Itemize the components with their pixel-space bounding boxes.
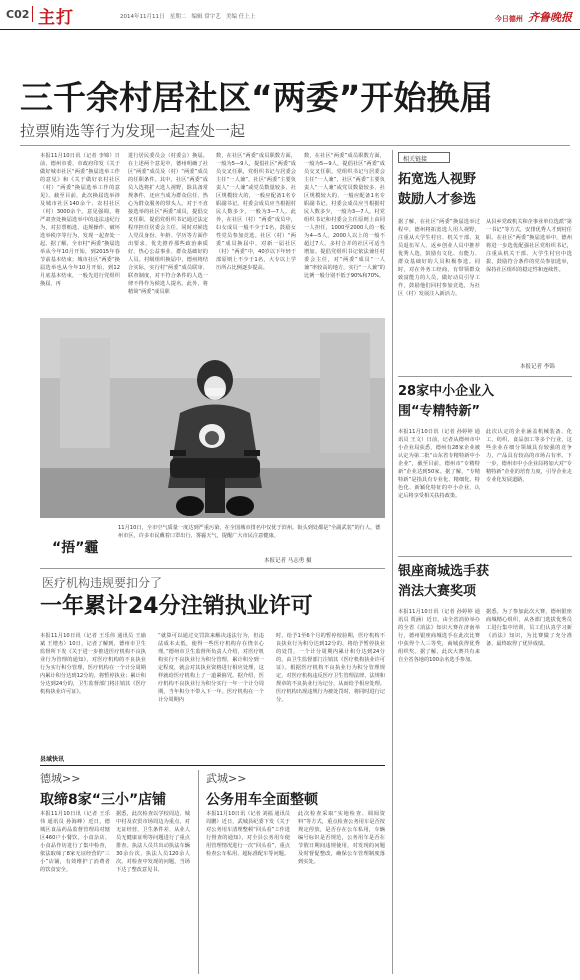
designer-credit: 美编 任上上 [226, 14, 256, 20]
sidebar-story3-column-2: 据悉，为了参加此次大赛，德州银座商城精心组织，从各部门选拔优秀员工进行集中培训，员工们认真学习新《消法》知识，为比赛做了充分准备，最终取得了优异成绩。 [486, 609, 572, 647]
sidebar-label: 相关链接 [403, 156, 428, 163]
sidebar-blank-space [398, 720, 572, 974]
county-right-headline: 公务用车全面整顿 [206, 792, 318, 808]
section-title: 主打 [38, 8, 74, 28]
county-divider [198, 770, 199, 974]
sidebar-story1-column-1: 据了解，在社区“两委”换届选举过程中，德州将拓宽选人用人视野，注重从大学生村官、机关干部、复员退伍军人、返乡创业人员中推荐优秀人选，鼓励有文化、有能力、群众基础好的人员积极参选。同时，对在外务工经商、有带领群众致富能力的人员，做好动员引导工作，鼓励他们回村参加竞选，为社区（村）发展注入新活力。 [398, 219, 480, 297]
lead-headline: 三千余村居社区“两委”开始换届 [20, 78, 493, 117]
county-left-place: 德城>> [40, 772, 81, 785]
sidebar-label-box [398, 152, 450, 163]
medical-column-2: “就算可以通过交罚款来解决违法行为，但违法成本太低，使得一些医疗机构存在侥幸心理。”德州市卫生监督所负责人介绍，对医疗机构实行不良执业行为积分管理，累计积分到一定程度，就会对其执业资格进行相应处理，这样就给医疗机构上了一道紧箍咒。据介绍，医疗机构不良执业行为积分实行一年一个计分周期，当年积分不带入下一年。医疗机构在一个计分周期内 [158, 633, 264, 703]
county-label: 县域快讯 [40, 756, 65, 763]
brand-logo [495, 6, 572, 25]
sidebar-story2-headline: 28家中小企业入围“专精特新” [398, 384, 495, 419]
medical-column-3: 时，给予1至6个月的暂停校验期，医疗机构不良执业行为积分达到12分的，将给予暂停执业的处罚，一个计分周期内累计积分达到24分的，由卫生监督部门注销其《医疗机构执业许可证》。根据医疗机构不良执业行为积分管理规定，对医疗机构违反医疗卫生管理法律、法规和规章的不良执业行为记分，从而给予相应处理。医疗机构出现违规行为被处罚时，将同时进行记分。 [276, 633, 385, 703]
page-number: C02 [6, 8, 30, 21]
lead-subheadline: 拉票贿选等行为发现一起查处一起 [20, 122, 246, 140]
lead-column-2: 进行居民委员会（村委会）换届。在上述两个意见中，德州明确了社区“两委”成员及（村）“两委”成员的任职条件。其中，社区“两委”成员人选将扩大选人视野，除具备常规条件，还应当成为群众信任、热心为群众服务的带头人。对于不直接选举的社区“两委”成员，提倡交叉任职，提倡党组织书记通过法定程序担任居委会主任，同时对候选人党员身份、年龄、学历等方面作出要求，优先推荐那些政治素质好、热心公益事业、群众基础好的人员。村级组织换届中，德州将结合实际，实行村“两委”成员联审、联查制度，对不符合条件的人选一律不得作为候选人提名。此外，将精简“两委”成员职 [128, 153, 208, 295]
lead-divider [20, 145, 570, 146]
sidebar-story2-column-1: 本报11月10日讯（记者 孙婷婷 通讯员 王文）日前，记者从德州市中小企业局获悉，德州有28家企业被认定为第二批“山东省专精特新中小企业”，截至目前，德州市“专精特新”企业达到50家。据了解，“专精特新”是指具有专业化、精细化、特色化、新颖化特征的中小企业，认定后将享受相关扶持政策。 [398, 429, 480, 499]
county-section-bar [40, 754, 385, 766]
issue-weekday: 星期二 [169, 14, 187, 20]
editor-credit: 编辑 常宇艺 [191, 14, 221, 20]
photo-illustration [40, 318, 385, 518]
county-rule [40, 765, 385, 766]
county-right-place: 武城>> [206, 772, 247, 785]
brand-name: 齐鲁晚报 [528, 11, 572, 24]
sidebar-story3-headline: 银座商城选手获消法大赛奖项 [398, 564, 490, 599]
news-photo [40, 318, 385, 518]
photo-caption [118, 524, 385, 540]
medical-column-1: 本报11月10日讯（记者 王乐伟 通讯员 王瑜斌 王增杰）10日，记者了解到，德州市卫生监督所下发《关于进一步推进医疗机构不良执业行为管理的通知》，对医疗机构的不良执业行为实行积分管理，医疗机构在一个计分周期内累计积分达到12分的，将暂停执业；累计积分达到24分的，卫生监督部门将注销其《医疗机构执业许可证》。 [40, 633, 146, 695]
county-right-column-1: 本报11月10日讯（记者 刘福 通讯员 周鹏）近日，武城县纪委下发《关于对公务用车清理整顿“回头看”工作进行督查的通知》，对全县公务用车使用管理情况进行一次“回头看”，重点检查公车私用、超标准配车等问题。 [206, 811, 290, 857]
photo-credit: 本报记者 马志勇 摄 [264, 558, 312, 564]
sidebar-story1-headline: 拓宽选人视野 鼓励人才参选 [398, 172, 477, 207]
photo-tag: “捂”霾 [52, 540, 99, 556]
medical-kicker: 医疗机构违规要扣分了 [42, 576, 163, 590]
brand-prefix: 今日德州 [494, 15, 523, 23]
medical-headline: 一年累计24分注销执业许可 [40, 594, 313, 619]
page-header [0, 0, 580, 34]
photo-caption-text: 11月10日，全市空气质量一度达到严重污染，在全国城市排名中仅优于滨州。街头到处都是“全副武装”的行人。德州市区，许多市民戴着口罩出行，雾霾天气，提醒广大市民注意健康。 [118, 525, 381, 539]
sidebar-story2-column-2: 此次认定的企业涵盖机械装备、化工、纺织、食品加工等多个行业，这些企业在细分领域具有较强的竞争力，产品具有较高的市场占有率。下一步，德州市中小企业局将加大对“专精特新”企业的培育力度，引导企业走专业化发展道路。 [486, 429, 572, 483]
medical-body [40, 632, 385, 750]
sidebar-story1-column-2: 从县乡党政机关和企事业单位选派“第一书记”等方式，安排优秀人才到村任职。在社区“两委”换届选举中，德州将进一步选优配强社区党组织书记，注重从机关干部、大学生村官中选拔，鼓励符合条件的党员参加选举，保持社区组织的稳定性和连续性。 [486, 219, 572, 273]
issue-date: 2014年11月11日 [120, 14, 165, 20]
sidebar-divider [392, 150, 393, 974]
county-left-column-2: 据悉，此次检查以学校周边、城中村及农贸市场周边为重点，对无证经营、卫生条件差、从业人员无健康证明等问题进行了重点排查。执法人员共出动执法车辆30余台次，执法人员120余人次，对检查中发现的问题，当场下达了整改意见书。 [116, 811, 190, 873]
header-rule [0, 29, 580, 30]
lead-body [40, 152, 385, 310]
sidebar-rule-1 [398, 376, 572, 377]
lead-column-4: 数，在社区“两委”成员职数方面，一般为5—9人，提倡社区“两委”成员交叉任职，党组织书记与居委会主任“一人兼”，社区“两委”主要负责人“一人兼”或党员数量较多、社区规模较大的，一般应配备1名专职副书记。村委会成员应当根据村民人数多少，一般为3—7人，村党组织书记和村委会主任原则上由同一人担任，1000至2000人的一般为4—5人，2000人以上的一般不超过7人。多村合并的社区可适当增加。提倡党组织书记依法兼任村委会主任，对“两委”成员“一人兼”率较高的地方，实行“一人兼”的比例一般分别不低于90%和70%。 [304, 153, 385, 279]
lead-column-1: 本报11月10日讯（记者 李锦）日前，德州市委、市政府印发《关于做好城市社区“两委”换届选举工作的意见》和《关于做好农村社区（村）“两委”换届选举工作的意见》。截至目前，此次换届选举涉及城市社区140余个、农村社区（村）3000余个。意见强调，将严肃查处换届选举中的违法违纪行为，对拉票贿选、违规操作、破坏选举秩序等行为，发现一起查处一起。据了解，全市村“两委”换届选举从今年10月开始，到2015年春节前基本结束；城市社区“两委”换届选举也从今年10月开始，到12月底基本结束，一般先进行党组织换届，再 [40, 153, 120, 287]
county-right-column-2: 此次检查采取“实地检查、调阅资料”等方式，重点检查公务用车是否按规定停放，是否存在公车私用，车辆编号标识是否规范，公务用车是否在节假日期间违规使用，对发现的问题及时督促整改，确保公车管理制度落到实处。 [298, 811, 385, 865]
county-left-column-1: 本报11月10日讯（记者 王乐伟 通讯员 孙海峰）近日，德城区食品药品监督管理局对辖区460户小餐饮、小食杂店、小食品作坊进行了集中检查，依法取缔了8家无证经营的“三小”店铺，有效维护了消费者的饮食安全。 [40, 811, 110, 873]
header-divider-line [32, 6, 33, 22]
lead-column-3: 数，在社区“两委”成员职数方面，一般为5—9人，提倡社区“两委”成员交叉任职，党组织书记与居委会主任“一人兼”，社区“两委”主要负责人“一人兼”或党员数量较多、社区规模较大的，一般应配备1名专职副书记。村委会成员应当根据村民人数多少，一般为3—7人。此外，在社区（村）“两委”成员中，妇女成员一般不少于1名，鼓励女性党员参加竞选。社区（村）“两委”成员换届中，对新一届社区（村）“两委”中，40岁以下年轻干部原则上不少于1名，大专以上学历所占比例逐步提高。 [216, 153, 296, 271]
medical-top-rule [40, 568, 385, 569]
county-left-headline: 取缔8家“三小”店铺 [40, 792, 167, 808]
sidebar-rule-2 [398, 556, 572, 557]
header-meta [120, 12, 255, 20]
sidebar-story3-column-1: 本报11月10日讯（记者 孙婷婷 通讯员 贾涵）近日，由全省消协举办的全省《消法》知识大赛在济南举行，德州银座商城选手在此次比赛中获得个人三等奖，商城获得优秀组织奖。据了解，此次大赛共有来自全省各地的100余名选手参加。 [398, 609, 480, 663]
sidebar-story1-credit: 本报记者 李锦 [520, 364, 555, 370]
